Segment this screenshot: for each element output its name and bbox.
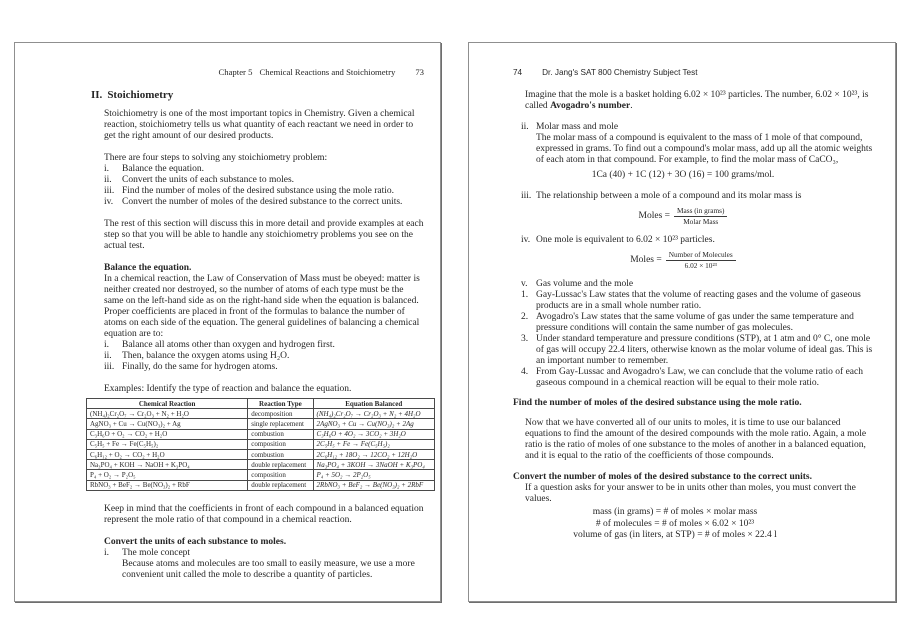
table-cell: combustion bbox=[248, 450, 313, 460]
table-header-cell: Reaction Type bbox=[248, 399, 313, 409]
table-cell: composition bbox=[248, 439, 313, 449]
left-body bbox=[90, 109, 425, 581]
table-row bbox=[87, 480, 435, 490]
table-row bbox=[87, 409, 435, 419]
balance-heading: Balance the equation. bbox=[104, 263, 192, 273]
intro-paragraph: Stoichiometry is one of the most important topics in Chemistry. Given a chemical reaction, stoichiometry tells us what quantity of each reactant we need in order to get the right amount of our desired products. bbox=[104, 109, 415, 141]
table-cell: AgNO₃ + Cu → Cu(NO₃)₂ + Ag bbox=[87, 419, 248, 429]
list-item: i. Balance the equation. bbox=[104, 164, 205, 174]
steps-intro: There are four steps to solving any stoichiometry problem: bbox=[104, 153, 328, 163]
page-right-content bbox=[469, 43, 895, 542]
list-item: iv. Convert the number of moles of the desired substance to the correct units. bbox=[104, 197, 403, 207]
item-body: The molar mass of a compound is equivalent to the mass of 1 mole of that compound, expressed in grams. To find out a compound's molar mass, add up all the atomic weights of each atom in that compound. For example, to find the molar mass of CaCO₃, bbox=[536, 133, 873, 165]
unit-conversion-equations bbox=[513, 507, 837, 542]
convert-units-heading: Convert the units of each substance to moles. bbox=[104, 536, 287, 547]
examples-line: Examples: Identify the type of reaction and balance the equation. bbox=[104, 384, 352, 394]
table-cell: C₃H₆O + 4O₂ → 3CO₂ + 3H₂O bbox=[313, 429, 434, 439]
fraction: $\frac{\text{Number of Molecules}}{\text{6.02 × 10²³}}$ bbox=[666, 250, 736, 270]
find-moles-paragraph: Now that we have converted all of our units to moles, it is time to use our balanced equations to find the amount of the desired compounds with the mole ratio. Again, a mole ratio is the ratio of moles of one substance to the moles of another in a balanced equation, and it is equal to the ratio of the coefficients of those compounds. bbox=[525, 418, 867, 461]
section-title: Stoichiometry bbox=[107, 89, 174, 101]
moles-mass-formula: Moles = $\frac{\text{Mass (in grams)}}{\text{Molar Mass}}$ bbox=[513, 206, 853, 226]
convert-moles-heading: Convert the number of moles of the desired substance to the correct units. bbox=[513, 472, 812, 482]
list-item: ii. Convert the units of each substance to moles. bbox=[104, 175, 295, 185]
list-item: i. Balance all atoms other than oxygen and hydrogen first. bbox=[104, 340, 335, 350]
table-cell: C₅H₅ + Fe → Fe(C₅H₅)₂ bbox=[87, 439, 248, 449]
table-cell: decomposition bbox=[248, 409, 313, 419]
table-cell: (NH₄)₂Cr₂O₇ → Cr₂O₃ + N₂ + 4H₂O bbox=[313, 409, 434, 419]
list-item: iii. Find the number of moles of the desired substance using the mole ratio. bbox=[104, 186, 395, 196]
table-cell: combustion bbox=[248, 429, 313, 439]
section-heading bbox=[91, 90, 424, 101]
page-number-left: 73 bbox=[415, 67, 424, 77]
equation-line: mass (in grams) = # of moles × molar mass bbox=[592, 507, 758, 517]
list-item: 1. Gay-Lussac's Law states that the volume of reacting gases and the volume of gaseous products are in a small whole number ratio. bbox=[521, 290, 861, 311]
avogadro-number-bold: Avogadro's number bbox=[550, 101, 631, 111]
table-row bbox=[87, 470, 435, 480]
table-row bbox=[87, 439, 435, 449]
table-row bbox=[87, 450, 435, 460]
mole-concept-title: The mole concept bbox=[122, 547, 191, 558]
table-cell: 2RbNO₃ + BeF₂ → Be(NO₃)₂ + 2RbF bbox=[313, 480, 434, 490]
table-header-cell: Equation Balanced bbox=[313, 399, 434, 409]
caco3-molar-mass-equation: 1Ca (40) + 1C (12) + 3O (16) = 100 grams/mol. bbox=[591, 170, 775, 180]
header-chapter-title: Chemical Reactions and Stoichiometry bbox=[259, 67, 396, 77]
table-cell: Na₃PO₄ + KOH → NaOH + K₃PO₄ bbox=[87, 460, 248, 470]
keep-in-mind-paragraph: Keep in mind that the coefficients in front of each compound in a balanced equation represent the mole ratio of that compound in a chemical reaction. bbox=[104, 503, 424, 525]
section-overview-paragraph: The rest of this section will discuss this in more detail and provide examples at each step so that you will be able to handle any stoichiometry problems you see on the actual test. bbox=[104, 219, 424, 251]
table-header-row bbox=[87, 399, 435, 409]
table-cell: composition bbox=[248, 470, 313, 480]
table-cell: C₆H₁₂ + O₂ → CO₂ + H₂O bbox=[87, 450, 248, 460]
reactions-table bbox=[86, 398, 435, 491]
moles-molecules-formula: Moles = $\frac{\text{Number of Molecules}}{\text{6.02 × 10²³}}$ bbox=[513, 250, 853, 270]
table-row bbox=[87, 419, 435, 429]
list-item: 2. Avogadro's Law states that the same volume of gas under the same temperature and pressure conditions will contain the same number of gas molecules. bbox=[521, 312, 854, 333]
table-row bbox=[87, 460, 435, 470]
table-row bbox=[87, 429, 435, 439]
item-molar-mass: ii. Molar mass and mole The molar mass of a compound is equivalent to the mass of 1 mole of that compound, expressed in grams. To find out a compound's molar mass, add up all the atomic weights of each atom in that compound. For example, to find the molar mass of CaCO₃, bbox=[521, 122, 873, 165]
mole-concept-number: i. bbox=[104, 547, 110, 558]
table-header-cell: Chemical Reaction bbox=[87, 399, 248, 409]
table-cell: single replacement bbox=[248, 419, 313, 429]
table-cell: double replacement bbox=[248, 480, 313, 490]
page-number-right: 74 bbox=[513, 68, 523, 77]
convert-moles-paragraph: If a question asks for your answer to be in units other than moles, you must convert the values. bbox=[525, 483, 856, 504]
list-item: ii. Then, balance the oxygen atoms using H₂O. bbox=[104, 351, 290, 361]
find-moles-heading: Find the number of moles of the desired substance using the mole ratio. bbox=[513, 398, 802, 408]
running-header-right bbox=[513, 67, 877, 78]
table-cell: 2C₆H₁₂ + 18O₂ → 12CO₂ + 12H₂O bbox=[313, 450, 434, 460]
table-cell: P₄ + 5O₂ → 2P₂O₅ bbox=[313, 470, 434, 480]
equation-line: # of molecules = # of moles × 6.02 × 10²³ bbox=[595, 518, 755, 529]
list-item: 4. From Gay-Lussac and Avogadro's Law, we can conclude that the volume ratio of each gaseous compound in a chemical reaction will be equal to their mole ratio. bbox=[521, 367, 863, 388]
mole-concept-text bbox=[122, 548, 424, 581]
page-left bbox=[14, 42, 441, 602]
list-item: 3. Under standard temperature and pressure conditions (STP), at 1 atm and 0° C, one mole of gas will occupy 22.4 liters, otherwise known as the molar volume of ideal gas. This is an important number to remember. bbox=[521, 334, 873, 366]
table-cell: double replacement bbox=[248, 460, 313, 470]
section-number: II. bbox=[91, 89, 103, 101]
table-cell: Na₃PO₄ + 3KOH → 3NaOH + K₃PO₄ bbox=[313, 460, 434, 470]
table-cell: RbNO₃ + BeF₂ → Be(NO₃)₂ + RbF bbox=[87, 480, 248, 490]
item-title: Molar mass and mole bbox=[536, 122, 619, 132]
balance-paragraph: In a chemical reaction, the Law of Conservation of Mass must be obeyed: matter is neither created nor destroyed, so the number of atoms of each type must be the same on the left-hand side as on the right-hand side when the equation is balanced. Proper coefficients are placed in front of the formulas to balance the number of atoms on each side of the equation. The general guidelines of balancing a chemical equation are to: bbox=[104, 274, 420, 339]
mole-concept-body: Because atoms and molecules are too small to easily measure, we use a more convenient unit called the mole to describe a quantity of particles. bbox=[122, 558, 415, 580]
equation-line: volume of gas (in liters, at STP) = # of moles × 22.4 l bbox=[573, 530, 777, 540]
table-cell: 2C₅H₅ + Fe → Fe(C₅H₅)₂ bbox=[313, 439, 434, 449]
table-cell: C₃H₆O + O₂ → CO₂ + H₂O bbox=[87, 429, 248, 439]
header-chapter-label: Chapter 5 bbox=[218, 67, 253, 77]
item-title: Gas volume and the mole bbox=[536, 279, 634, 289]
gas-laws-list bbox=[499, 290, 877, 389]
guidelines-list bbox=[104, 340, 424, 373]
page-right bbox=[468, 42, 896, 602]
page-left-content bbox=[15, 43, 440, 581]
table-cell: (NH₄)₂Cr₂O₇ → Cr₂O₃ + N₂ + H₂O bbox=[87, 409, 248, 419]
item-gas-volume: v. Gas volume and the mole 1. Gay-Lussac's Law states that the volume of reacting gases and the volume of gaseous products are in a small whole number ratio. 2. Avogadro's Law states that the same volume of gas under the same temperature and pressure conditions will contain the same number of gas molecules. 3. Under standard temperature and pressure conditions (STP), at 1 atm and 0° C, one mole of gas will occupy 22.4 liters, otherwise known as the molar volume of ideal gas. This is an important number to remember. 4. From Gay-Lussac and Avogadro's Law, we can conclude that the volume ratio of each gaseous compound in a chemical reaction will be equal to their mole ratio. bbox=[521, 279, 877, 389]
table-cell: 2AgNO₃ + Cu → Cu(NO₃)₂ + 2Ag bbox=[313, 419, 434, 429]
item-mole-molar-mass: iii. The relationship between a mole of a compound and its molar mass is bbox=[521, 191, 802, 201]
avogadro-paragraph: Imagine that the mole is a basket holding 6.02 × 10²³ particles. The number, 6.02 × 10²³, is called Avogadro's number. bbox=[525, 90, 869, 111]
steps-list bbox=[104, 164, 424, 208]
fraction: $\frac{\text{Mass (in grams)}}{\text{Molar Mass}}$ bbox=[674, 206, 727, 226]
mole-concept-item bbox=[104, 548, 424, 581]
item-mole-particles: iv. One mole is equivalent to 6.02 × 10²³ particles. bbox=[521, 235, 715, 245]
running-header-left bbox=[91, 67, 424, 78]
header-book-title: Dr. Jang's SAT 800 Chemistry Subject Test bbox=[542, 68, 698, 77]
table-cell: P₄ + O₂ → P₂O₅ bbox=[87, 470, 248, 480]
list-item: iii. Finally, do the same for hydrogen atoms. bbox=[104, 362, 278, 372]
